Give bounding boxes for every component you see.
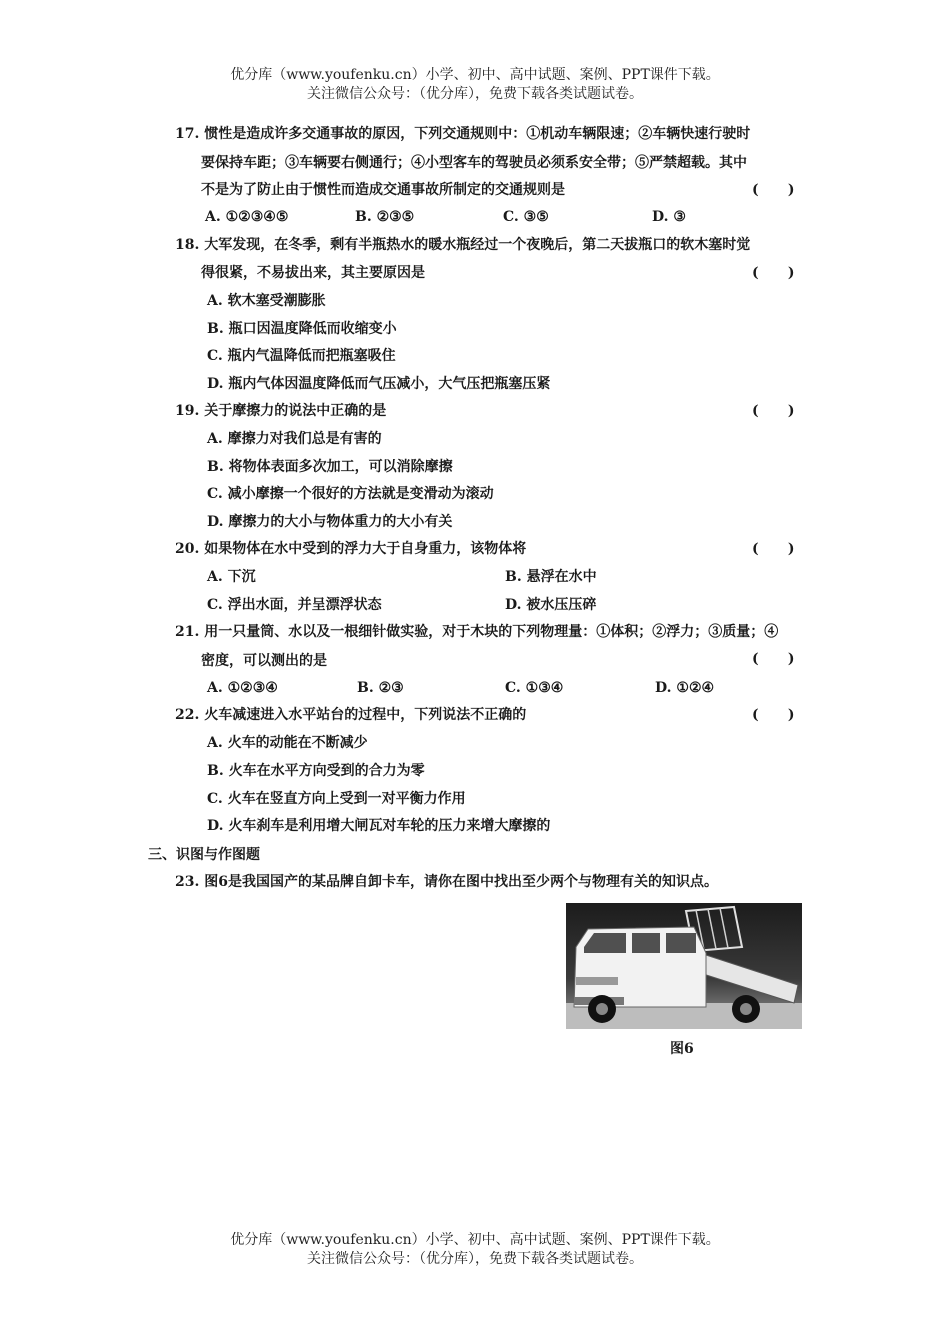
- q18-option-b: B. 瓶口因温度降低而收缩变小: [207, 321, 397, 337]
- q17-line-1: 17. 惯性是造成许多交通事故的原因，下列交通规则中：①机动车辆限速；②车辆快速行驶时: [175, 126, 751, 142]
- q21-line-2: 密度，可以测出的是: [201, 653, 327, 669]
- q20-answer-blank: ( ): [752, 541, 795, 557]
- q21-answer-blank: ( ): [752, 651, 795, 667]
- q17-option-a: A. ①②③④⑤: [205, 209, 289, 225]
- q22-option-d: D. 火车刹车是利用增大闸瓦对车轮的压力来增大摩擦的: [207, 818, 551, 834]
- q18-option-a: A. 软木塞受潮膨胀: [207, 293, 326, 309]
- q23-line-1: 23. 图6是我国国产的某品牌自卸卡车，请你在图中找出至少两个与物理有关的知识点。: [175, 874, 718, 890]
- q20-line-1: 20. 如果物体在水中受到的浮力大于自身重力，该物体将: [175, 541, 527, 557]
- q17-answer-blank: ( ): [752, 182, 795, 198]
- q22-option-a: A. 火车的动能在不断减少: [207, 735, 368, 751]
- q18-line-2: 得很紧，不易拔出来，其主要原因是: [201, 265, 425, 281]
- dump-truck-figure: [566, 903, 802, 1029]
- q20-option-c: C. 浮出水面，并呈漂浮状态: [207, 597, 382, 613]
- q21-option-d: D. ①②④: [655, 680, 715, 696]
- q18-option-c: C. 瓶内气温降低而把瓶塞吸住: [207, 348, 396, 364]
- header-line-1: 优分库（www.youfenku.cn）小学、初中、高中试题、案例、PPT课件下载。: [230, 67, 720, 83]
- q19-option-c: C. 减小摩擦一个很好的方法就是变滑动为滚动: [207, 486, 494, 502]
- q19-option-b: B. 将物体表面多次加工，可以消除摩擦: [207, 459, 453, 475]
- q19-answer-blank: ( ): [752, 403, 795, 419]
- footer-line-2: 关注微信公众号：（优分库），免费下载各类试题试卷。: [307, 1251, 643, 1267]
- q21-option-a: A. ①②③④: [207, 680, 278, 696]
- q21-line-1: 21. 用一只量筒、水以及一根细针做实验，对于木块的下列物理量：①体积；②浮力；③质量；④: [175, 624, 779, 640]
- q19-option-a: A. 摩擦力对我们总是有害的: [207, 431, 382, 447]
- q22-answer-blank: ( ): [752, 707, 795, 723]
- q17-line-3: 不是为了防止由于惯性而造成交通事故所制定的交通规则是: [201, 182, 565, 198]
- q22-line-1: 22. 火车减速进入水平站台的过程中，下列说法不正确的: [175, 707, 527, 723]
- q21-option-c: C. ①③④: [505, 680, 564, 696]
- q21-option-b: B. ②③: [357, 680, 404, 696]
- header-line-2: 关注微信公众号：（优分库），免费下载各类试题试卷。: [307, 86, 643, 102]
- figure-caption: 图6: [670, 1041, 694, 1057]
- q22-option-c: C. 火车在竖直方向上受到一对平衡力作用: [207, 791, 466, 807]
- q22-option-b: B. 火车在水平方向受到的合力为零: [207, 763, 425, 779]
- q17-option-b: B. ②③⑤: [355, 209, 415, 225]
- q18-option-d: D. 瓶内气体因温度降低而气压减小，大气压把瓶塞压紧: [207, 376, 551, 392]
- q17-option-d: D. ③: [652, 209, 686, 225]
- section-3-title: 三、识图与作图题: [148, 847, 260, 863]
- q18-answer-blank: ( ): [752, 265, 795, 281]
- q18-line-1: 18. 大军发现，在冬季，剩有半瓶热水的暖水瓶经过一个夜晚后，第二天拔瓶口的软木塞时觉: [175, 237, 751, 253]
- q19-line-1: 19. 关于摩擦力的说法中正确的是: [175, 403, 387, 419]
- q17-option-c: C. ③⑤: [503, 209, 549, 225]
- q20-option-a: A. 下沉: [207, 569, 256, 585]
- q20-option-d: D. 被水压压碎: [505, 597, 597, 613]
- dump-truck-illustration: [566, 903, 802, 1029]
- q19-option-d: D. 摩擦力的大小与物体重力的大小有关: [207, 514, 453, 530]
- q17-line-2: 要保持车距；③车辆要右侧通行；④小型客车的驾驶员必须系安全带；⑤严禁超载。其中: [201, 155, 747, 171]
- q20-option-b: B. 悬浮在水中: [505, 569, 597, 585]
- footer-line-1: 优分库（www.youfenku.cn）小学、初中、高中试题、案例、PPT课件下载。: [230, 1232, 720, 1248]
